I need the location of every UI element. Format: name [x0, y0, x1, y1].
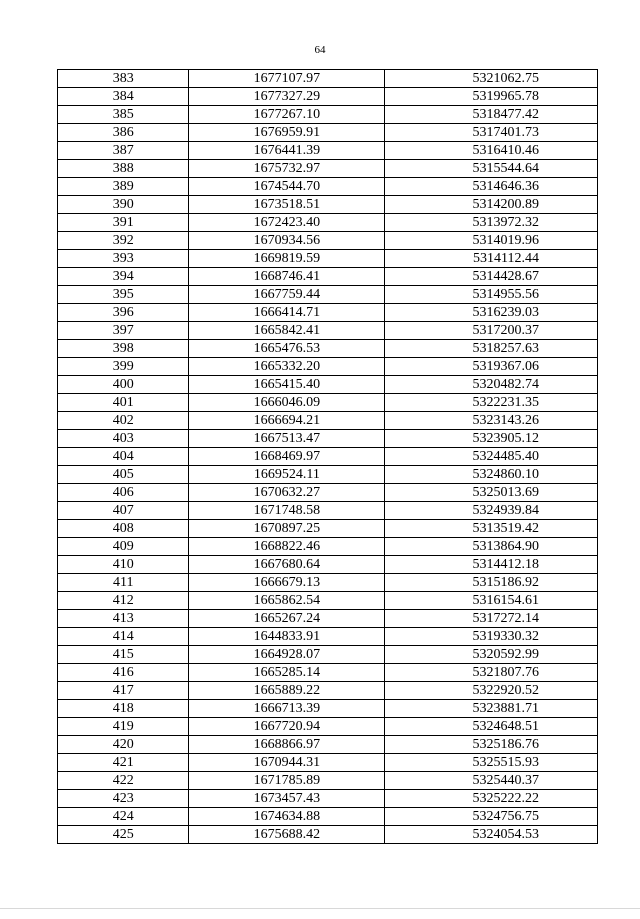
- x-coordinate-cell: 1666046.09: [189, 394, 385, 412]
- table-row: [58, 736, 598, 754]
- x-coordinate-cell: 1677327.29: [189, 88, 385, 106]
- point-number-cell: 402: [58, 412, 189, 430]
- point-number-cell: 388: [58, 160, 189, 178]
- point-number-cell: 401: [58, 394, 189, 412]
- table-row: [58, 682, 598, 700]
- table-row: [58, 286, 598, 304]
- y-coordinate-cell: 5315544.64: [385, 160, 598, 178]
- y-coordinate-cell: 5324648.51: [385, 718, 598, 736]
- x-coordinate-cell: 1676441.39: [189, 142, 385, 160]
- x-coordinate-cell: 1670934.56: [189, 232, 385, 250]
- x-coordinate-cell: 1671785.89: [189, 772, 385, 790]
- point-number-cell: 393: [58, 250, 189, 268]
- page-number: 64: [314, 44, 326, 56]
- x-coordinate-cell: 1668469.97: [189, 448, 385, 466]
- x-coordinate-cell: 1673457.43: [189, 790, 385, 808]
- y-coordinate-cell: 5317401.73: [385, 124, 598, 142]
- y-coordinate-cell: 5324756.75: [385, 808, 598, 826]
- table-row: [58, 718, 598, 736]
- x-coordinate-cell: 1674544.70: [189, 178, 385, 196]
- point-number-cell: 413: [58, 610, 189, 628]
- y-coordinate-cell: 5322231.35: [385, 394, 598, 412]
- point-number-cell: 422: [58, 772, 189, 790]
- x-coordinate-cell: 1672423.40: [189, 214, 385, 232]
- x-coordinate-cell: 1669524.11: [189, 466, 385, 484]
- table-row: [58, 106, 598, 124]
- point-number-cell: 397: [58, 322, 189, 340]
- table-row: [58, 340, 598, 358]
- table-row: [58, 520, 598, 538]
- table-row: [58, 178, 598, 196]
- y-coordinate-cell: 5314955.56: [385, 286, 598, 304]
- x-coordinate-cell: 1668746.41: [189, 268, 385, 286]
- y-coordinate-cell: 5314200.89: [385, 196, 598, 214]
- point-number-cell: 418: [58, 700, 189, 718]
- table-row: [58, 304, 598, 322]
- y-coordinate-cell: 5316239.03: [385, 304, 598, 322]
- point-number-cell: 406: [58, 484, 189, 502]
- x-coordinate-cell: 1665842.41: [189, 322, 385, 340]
- x-coordinate-cell: 1670944.31: [189, 754, 385, 772]
- y-coordinate-cell: 5325013.69: [385, 484, 598, 502]
- table-row: [58, 502, 598, 520]
- x-coordinate-cell: 1668822.46: [189, 538, 385, 556]
- x-coordinate-cell: 1675688.42: [189, 826, 385, 844]
- y-coordinate-cell: 5314112.44: [385, 250, 598, 268]
- point-number-cell: 417: [58, 682, 189, 700]
- table-row: [58, 646, 598, 664]
- x-coordinate-cell: 1666414.71: [189, 304, 385, 322]
- table-row: [58, 358, 598, 376]
- point-number-cell: 411: [58, 574, 189, 592]
- x-coordinate-cell: 1665476.53: [189, 340, 385, 358]
- y-coordinate-cell: 5324485.40: [385, 448, 598, 466]
- x-coordinate-cell: 1677107.97: [189, 70, 385, 88]
- x-coordinate-cell: 1667759.44: [189, 286, 385, 304]
- point-number-cell: 405: [58, 466, 189, 484]
- point-number-cell: 403: [58, 430, 189, 448]
- x-coordinate-cell: 1666713.39: [189, 700, 385, 718]
- table-row: [58, 466, 598, 484]
- table-row: [58, 376, 598, 394]
- point-number-cell: 425: [58, 826, 189, 844]
- x-coordinate-cell: 1666694.21: [189, 412, 385, 430]
- y-coordinate-cell: 5325222.22: [385, 790, 598, 808]
- table-row: [58, 250, 598, 268]
- x-coordinate-cell: 1667720.94: [189, 718, 385, 736]
- y-coordinate-cell: 5320482.74: [385, 376, 598, 394]
- y-coordinate-cell: 5316154.61: [385, 592, 598, 610]
- point-number-cell: 399: [58, 358, 189, 376]
- point-number-cell: 409: [58, 538, 189, 556]
- point-number-cell: 421: [58, 754, 189, 772]
- point-number-cell: 396: [58, 304, 189, 322]
- x-coordinate-cell: 1668866.97: [189, 736, 385, 754]
- point-number-cell: 407: [58, 502, 189, 520]
- x-coordinate-cell: 1674634.88: [189, 808, 385, 826]
- point-number-cell: 424: [58, 808, 189, 826]
- x-coordinate-cell: 1670897.25: [189, 520, 385, 538]
- table-row: [58, 610, 598, 628]
- point-number-cell: 414: [58, 628, 189, 646]
- table-row: [58, 394, 598, 412]
- x-coordinate-cell: 1666679.13: [189, 574, 385, 592]
- y-coordinate-cell: 5321062.75: [385, 70, 598, 88]
- table-row: [58, 808, 598, 826]
- point-number-cell: 410: [58, 556, 189, 574]
- table-row: [58, 628, 598, 646]
- y-coordinate-cell: 5323881.71: [385, 700, 598, 718]
- table-row: [58, 430, 598, 448]
- y-coordinate-cell: 5319367.06: [385, 358, 598, 376]
- x-coordinate-cell: 1644833.91: [189, 628, 385, 646]
- table-row: [58, 790, 598, 808]
- x-coordinate-cell: 1669819.59: [189, 250, 385, 268]
- x-coordinate-cell: 1673518.51: [189, 196, 385, 214]
- table-row: [58, 448, 598, 466]
- table-row: [58, 196, 598, 214]
- point-number-cell: 404: [58, 448, 189, 466]
- point-number-cell: 386: [58, 124, 189, 142]
- table-row: [58, 592, 598, 610]
- point-number-cell: 419: [58, 718, 189, 736]
- x-coordinate-cell: 1670632.27: [189, 484, 385, 502]
- table-row: [58, 412, 598, 430]
- x-coordinate-cell: 1667680.64: [189, 556, 385, 574]
- point-number-cell: 385: [58, 106, 189, 124]
- point-number-cell: 384: [58, 88, 189, 106]
- y-coordinate-cell: 5325186.76: [385, 736, 598, 754]
- coordinates-table: [57, 69, 598, 844]
- y-coordinate-cell: 5319330.32: [385, 628, 598, 646]
- table-row: [58, 772, 598, 790]
- y-coordinate-cell: 5316410.46: [385, 142, 598, 160]
- table-row: [58, 268, 598, 286]
- y-coordinate-cell: 5317200.37: [385, 322, 598, 340]
- y-coordinate-cell: 5324860.10: [385, 466, 598, 484]
- x-coordinate-cell: 1665267.24: [189, 610, 385, 628]
- point-number-cell: 394: [58, 268, 189, 286]
- table-row: [58, 232, 598, 250]
- y-coordinate-cell: 5320592.99: [385, 646, 598, 664]
- point-number-cell: 395: [58, 286, 189, 304]
- y-coordinate-cell: 5323905.12: [385, 430, 598, 448]
- table-row: [58, 538, 598, 556]
- x-coordinate-cell: 1665332.20: [189, 358, 385, 376]
- point-number-cell: 391: [58, 214, 189, 232]
- y-coordinate-cell: 5317272.14: [385, 610, 598, 628]
- table-row: [58, 88, 598, 106]
- y-coordinate-cell: 5322920.52: [385, 682, 598, 700]
- table-row: [58, 664, 598, 682]
- point-number-cell: 416: [58, 664, 189, 682]
- y-coordinate-cell: 5325515.93: [385, 754, 598, 772]
- y-coordinate-cell: 5324054.53: [385, 826, 598, 844]
- point-number-cell: 383: [58, 70, 189, 88]
- y-coordinate-cell: 5318477.42: [385, 106, 598, 124]
- point-number-cell: 412: [58, 592, 189, 610]
- table-row: [58, 142, 598, 160]
- point-number-cell: 415: [58, 646, 189, 664]
- y-coordinate-cell: 5313972.32: [385, 214, 598, 232]
- y-coordinate-cell: 5314646.36: [385, 178, 598, 196]
- point-number-cell: 400: [58, 376, 189, 394]
- y-coordinate-cell: 5314428.67: [385, 268, 598, 286]
- coordinates-table-body: [58, 70, 598, 844]
- y-coordinate-cell: 5318257.63: [385, 340, 598, 358]
- point-number-cell: 389: [58, 178, 189, 196]
- x-coordinate-cell: 1665862.54: [189, 592, 385, 610]
- x-coordinate-cell: 1667513.47: [189, 430, 385, 448]
- point-number-cell: 420: [58, 736, 189, 754]
- table-row: [58, 754, 598, 772]
- table-row: [58, 70, 598, 88]
- y-coordinate-cell: 5324939.84: [385, 502, 598, 520]
- table-row: [58, 826, 598, 844]
- y-coordinate-cell: 5314412.18: [385, 556, 598, 574]
- x-coordinate-cell: 1671748.58: [189, 502, 385, 520]
- y-coordinate-cell: 5315186.92: [385, 574, 598, 592]
- y-coordinate-cell: 5314019.96: [385, 232, 598, 250]
- table-row: [58, 160, 598, 178]
- point-number-cell: 423: [58, 790, 189, 808]
- point-number-cell: 408: [58, 520, 189, 538]
- y-coordinate-cell: 5313519.42: [385, 520, 598, 538]
- y-coordinate-cell: 5323143.26: [385, 412, 598, 430]
- x-coordinate-cell: 1665415.40: [189, 376, 385, 394]
- page-bottom-edge: [0, 908, 640, 909]
- point-number-cell: 392: [58, 232, 189, 250]
- y-coordinate-cell: 5313864.90: [385, 538, 598, 556]
- table-row: [58, 214, 598, 232]
- x-coordinate-cell: 1664928.07: [189, 646, 385, 664]
- x-coordinate-cell: 1676959.91: [189, 124, 385, 142]
- x-coordinate-cell: 1665285.14: [189, 664, 385, 682]
- y-coordinate-cell: 5325440.37: [385, 772, 598, 790]
- table-row: [58, 556, 598, 574]
- y-coordinate-cell: 5321807.76: [385, 664, 598, 682]
- point-number-cell: 387: [58, 142, 189, 160]
- point-number-cell: 398: [58, 340, 189, 358]
- table-row: [58, 124, 598, 142]
- x-coordinate-cell: 1677267.10: [189, 106, 385, 124]
- x-coordinate-cell: 1665889.22: [189, 682, 385, 700]
- table-row: [58, 484, 598, 502]
- table-row: [58, 322, 598, 340]
- point-number-cell: 390: [58, 196, 189, 214]
- y-coordinate-cell: 5319965.78: [385, 88, 598, 106]
- table-row: [58, 574, 598, 592]
- x-coordinate-cell: 1675732.97: [189, 160, 385, 178]
- table-row: [58, 700, 598, 718]
